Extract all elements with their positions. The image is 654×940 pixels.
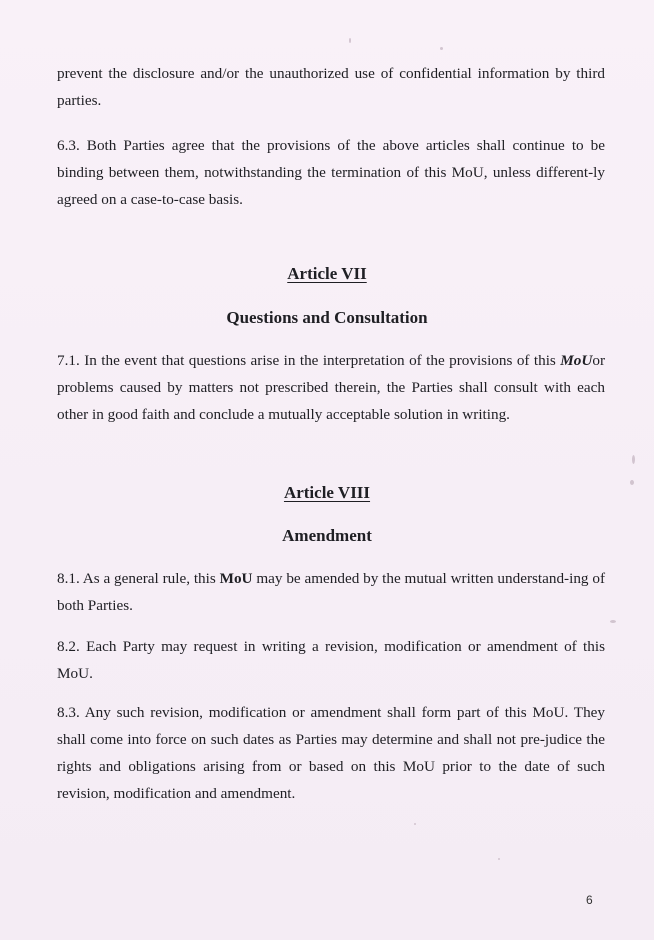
scan-speck (498, 858, 500, 860)
paragraph-7-1-suffix: or problems caused by matters not prescribed therein, the Parties shall consult with each other in good faith and conclude a mutually acceptable solution in writing. (57, 352, 605, 423)
paragraph-8-1-suffix: may be amended by the mutual written understand-ing of both Parties. (57, 570, 606, 614)
paragraph-7-1 (57, 347, 605, 428)
scan-speck (414, 823, 416, 825)
page-number: 6 (586, 893, 593, 907)
paragraph-7-1-prefix: 7.1. In the event that questions arise in the interpretation of the provisions of this (57, 352, 561, 369)
article-8-heading (0, 483, 654, 503)
paragraph-8-1-bold: MoU (219, 570, 253, 587)
paragraph-6-2-continuation: prevent the disclosure and/or the unauthorized use of confidential information by third parties. (57, 65, 605, 109)
paragraph-6-3: 6.3. Both Parties agree that the provisions of the above articles shall continue to be binding between them, notwithstanding the termination of this MoU, unless different-ly agreed on a case-to-case basis. (57, 137, 605, 208)
article-7-heading-text: Article VII (287, 264, 367, 283)
article-7-subheading: Questions and Consultation (226, 308, 428, 327)
scan-speck (349, 38, 351, 43)
article-7-heading (0, 264, 654, 284)
paragraph-8-2: 8.2. Each Party may request in writing a revision, modification or amendment of this MoU. (57, 638, 605, 682)
article-8-heading-text: Article VIII (283, 483, 371, 502)
paragraph-8-1 (57, 565, 605, 619)
scan-speck (630, 480, 634, 485)
scan-speck (440, 47, 443, 50)
paragraph-7-1-emphasis: MoU (560, 352, 593, 369)
scan-speck (610, 620, 616, 623)
paragraph-8-3: 8.3. Any such revision, modification or amendment shall form part of this MoU. They shall come into force on such dates as Parties may determine and shall not pre-judice the rights and obligations arising from or based on this MoU prior to the date of such revision, modification and amendment. (57, 704, 605, 802)
paragraph-8-1-prefix: 8.1. As a general rule, this (57, 570, 220, 587)
scan-speck (632, 455, 635, 464)
article-8-subheading: Amendment (282, 526, 372, 545)
